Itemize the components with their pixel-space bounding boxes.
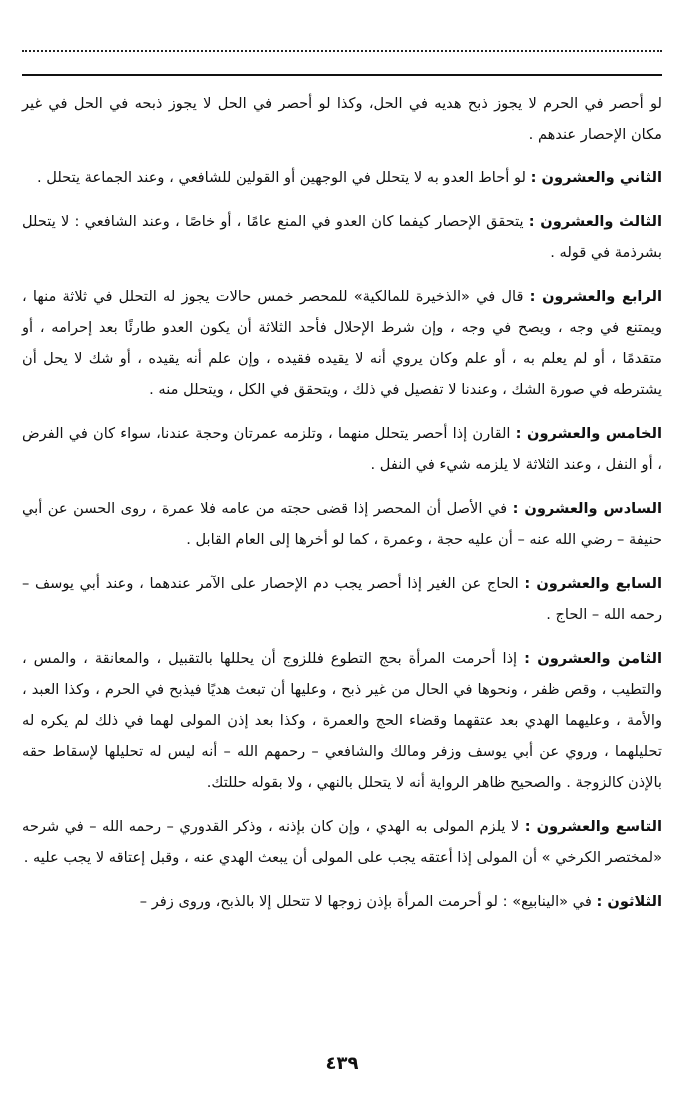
paragraph-6 — [22, 493, 662, 555]
paragraph-text: القارن إذا أحصر يتحلل منهما ، وتلزمه عمرتان وحجة عندنا، سواء كان في الفرض ، أو النفل ، وعند الثلاثة لا يلزمه شيء في النفل . — [22, 425, 662, 473]
paragraph-text: الحاج عن الغير إذا أحصر يجب دم الإحصار على الآمر عندهما ، وعند أبي يوسف – رحمه الله – الحاج . — [22, 575, 662, 623]
book-page — [22, 50, 662, 1090]
paragraph-4 — [22, 281, 662, 405]
paragraph-7 — [22, 568, 662, 630]
paragraph-text: قال في «الذخيرة للمالكية» للمحصر خمس حالات يجوز له التحلل في ثلاثة منها ، ويمتنع في وجه ، ويصح في وجه ، وإن شرط الإحلال فأحد الثلاثة أن يكون العدو طارئًا بعد إحرامه ، أو متقدمًا ، أو لم يعلم به ، أو علم وكان يروي أنه لا يقيده فقيده ، وإن علم أنه يقيده ، أو شك لا يحل أن يشترطه في صورة الشك ، وعندنا لا تفصيل في ذلك ، ويتحقق في الكل ، ويتحلل منه . — [22, 288, 662, 398]
paragraph-text: لو أحصر في الحرم لا يجوز ذبح هديه في الحل، وكذا لو أحصر في الحل لا يجوز ذبحه في الحل في غير مكان الإحصار عندهم . — [22, 95, 662, 143]
paragraph-heading: الثالث والعشرون : — [528, 213, 662, 230]
paragraph-text: يتحقق الإحصار كيفما كان العدو في المنع عامًا ، أو خاصًا ، وعند الشافعي : لا يتحلل بشرذمة في قوله . — [22, 213, 662, 261]
paragraph-text: لا يلزم المولى به الهدي ، وإن كان بإذنه ، وذكر القدوري – رحمه الله – في شرحه «لمختصر الكرخي » أن المولى إذا أعتقه يجب على المولى أن يبعث الهدي عنه ، وقبل إعتاقه لا يجب عليه . — [22, 818, 662, 866]
paragraph-9 — [22, 811, 662, 873]
paragraph-heading: الثامن والعشرون : — [524, 650, 662, 667]
paragraph-text: في «الينابيع» : لو أحرمت المرأة بإذن زوجها لا تتحلل إلا بالذبح، وروى زفر – — [139, 893, 597, 910]
paragraph-2 — [22, 162, 662, 193]
paragraph-8 — [22, 643, 662, 798]
paragraph-text: لو أحاط العدو به لا يتحلل في الوجهين أو القولين للشافعي ، وعند الجماعة يتحلل . — [36, 169, 531, 186]
paragraph-text: في الأصل أن المحصر إذا قضى حجته من عامه فلا عمرة ، روى الحسن عن أبي حنيفة – رضي الله عنه – أن عليه حجة ، وعمرة ، كما لو أخرها إلى العام القابل . — [22, 500, 662, 548]
paragraph-heading: السادس والعشرون : — [512, 500, 662, 517]
paragraph-heading: الخامس والعشرون : — [515, 425, 662, 442]
paragraph-heading: الثاني والعشرون : — [530, 169, 662, 186]
paragraph-heading: الرابع والعشرون : — [529, 288, 662, 305]
page-body — [22, 88, 662, 930]
paragraph-3 — [22, 206, 662, 268]
paragraph-heading: التاسع والعشرون : — [524, 818, 663, 835]
paragraph-heading: الثلاثون : — [596, 893, 662, 910]
paragraph-heading: السابع والعشرون : — [524, 575, 662, 592]
page-number: ٤٣٩ — [325, 1053, 359, 1074]
paragraph-5 — [22, 418, 662, 480]
paragraph-1 — [22, 88, 662, 150]
paragraph-10 — [22, 886, 662, 917]
header-dotted-line — [22, 50, 662, 62]
header-rule — [22, 74, 662, 76]
paragraph-text: إذا أحرمت المرأة بحج التطوع فللزوج أن يحللها بالتقبيل ، والمعانقة ، والمس ، والتطيب ، وقص ظفر ، ونحوها في الحال من غير ذبح ، وعليها أن تبعث هديًا فيذبح في الحرم ، وكذا العبد ، والأمة ، وعليهما الهدي بعد عتقهما وقضاء الحج والعمرة ، وكذا بعد إذن المولى لهما في ذلك لم يكره له تحليلهما ، وروي عن أبي يوسف وزفر ومالك والشافعي – رحمهم الله – أنه ليس له تحليلها لإسقاط حقه بالإذن كالزوجة . والصحيح ظاهر الرواية أنه لا يتحلل بالنهي ، ولا بقوله حللتك. — [22, 650, 662, 791]
